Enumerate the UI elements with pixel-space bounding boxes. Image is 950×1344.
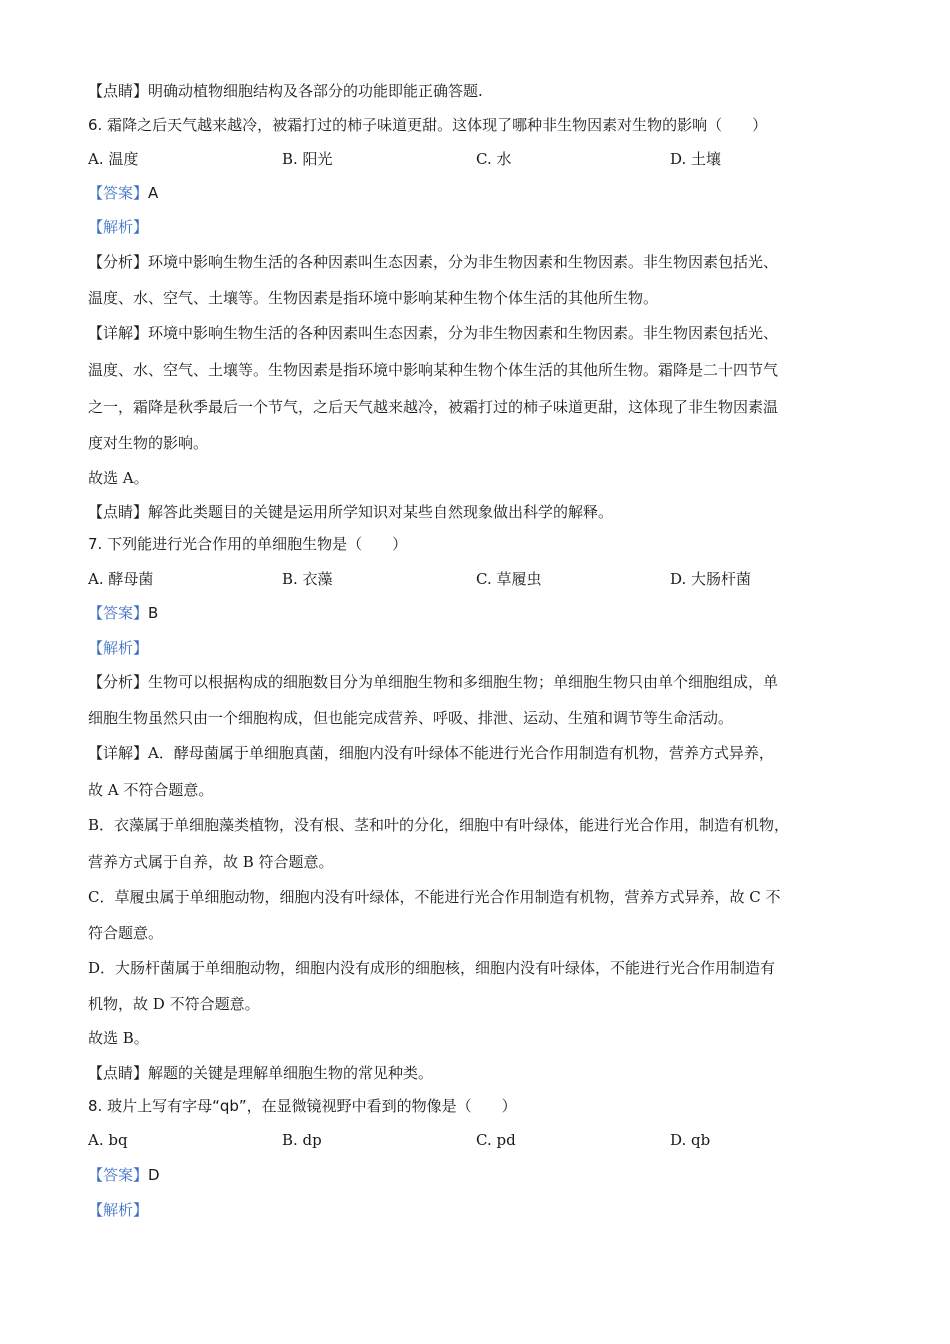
q6-option-b: B. 阳光 <box>282 150 333 168</box>
q8-option-a: A. bq <box>88 1131 128 1149</box>
q7-guxuan: 故选 B。 <box>88 1029 149 1047</box>
q8-answer <box>88 1165 160 1185</box>
q6-analysis-tag: 【解析】 <box>88 218 149 236</box>
q6-guxuan: 故选 A。 <box>88 469 149 487</box>
q6-answer <box>88 183 158 203</box>
answer-tag: 【答案】 <box>88 1166 149 1184</box>
q8-option-b: B. dp <box>282 1131 322 1149</box>
q7-xiangjie-a2: 故 A 不符合题意。 <box>88 781 214 799</box>
q8-analysis-tag: 【解析】 <box>88 1201 149 1219</box>
q7-fenxi-1: 【分析】生物可以根据构成的细胞数目分为单细胞生物和多细胞生物；单细胞生物只由单个细胞组成，单 <box>88 673 779 691</box>
q6-xiangjie-1: 【详解】环境中影响生物生活的各种因素叫生态因素，分为非生物因素和生物因素。非生物因素包括光、 <box>88 324 779 342</box>
q7-answer <box>88 603 158 623</box>
q6-fenxi-2: 温度、水、空气、土壤等。生物因素是指环境中影响某种生物个体生活的其他所生物。 <box>88 289 659 307</box>
q8-options <box>88 1130 864 1150</box>
q6-xiangjie-2: 温度、水、空气、土壤等。生物因素是指环境中影响某种生物个体生活的其他所生物。霜降是二十四节气 <box>88 361 779 379</box>
q6-fenxi-1: 【分析】环境中影响生物生活的各种因素叫生态因素，分为非生物因素和生物因素。非生物因素包括光、 <box>88 253 779 271</box>
q6-option-d: D. 土壤 <box>670 150 722 168</box>
q6-options <box>88 149 864 169</box>
q7-options <box>88 569 864 589</box>
q6-option-c: C. 水 <box>476 150 512 168</box>
q7-xiangjie-a1: 【详解】A．酵母菌属于单细胞真菌，细胞内没有叶绿体不能进行光合作用制造有机物，营养方式异养， <box>88 744 774 762</box>
answer-value: B <box>148 604 159 622</box>
q7-xiangjie-b1: B．衣藻属于单细胞藻类植物，没有根、茎和叶的分化，细胞中有叶绿体，能进行光合作用，制造有机物， <box>88 816 790 834</box>
q6-xiangjie-4: 度对生物的影响。 <box>88 434 209 452</box>
answer-tag: 【答案】 <box>88 604 149 622</box>
q8-option-d: D. qb <box>670 1131 711 1149</box>
q6-stem: 6. 霜降之后天气越来越冷，被霜打过的柿子味道更甜。这体现了哪种非生物因素对生物的影响（ ） <box>88 116 768 134</box>
q7-option-d: D. 大肠杆菌 <box>670 570 752 588</box>
q7-option-c: C. 草履虫 <box>476 570 542 588</box>
answer-value: A <box>148 184 159 202</box>
q7-xiangjie-d1: D．大肠杆菌属于单细胞动物，细胞内没有成形的细胞核，细胞内没有叶绿体，不能进行光合作用制造有 <box>88 959 776 977</box>
q7-fenxi-2: 细胞生物虽然只由一个细胞构成，但也能完成营养、呼吸、排泄、运动、生殖和调节等生命活动。 <box>88 709 734 727</box>
q7-xiangjie-c2: 符合题意。 <box>88 924 164 942</box>
q7-xiangjie-d2: 机物，故 D 不符合题意。 <box>88 995 260 1013</box>
q7-option-a: A. 酵母菌 <box>88 570 154 588</box>
q7-dianjing: 【点睛】解题的关键是理解单细胞生物的常见种类。 <box>88 1064 434 1082</box>
q7-option-b: B. 衣藻 <box>282 570 333 588</box>
q7-xiangjie-c1: C．草履虫属于单细胞动物，细胞内没有叶绿体，不能进行光合作用制造有机物，营养方式异养，故 C 不 <box>88 888 781 906</box>
answer-value: D <box>148 1166 160 1184</box>
answer-tag: 【答案】 <box>88 184 149 202</box>
q7-analysis-tag: 【解析】 <box>88 639 149 657</box>
q6-xiangjie-3: 之一，霜降是秋季最后一个节气，之后天气越来越冷，被霜打过的柿子味道更甜，这体现了非生物因素温 <box>88 398 779 416</box>
q6-dianjing: 【点睛】解答此类题目的关键是运用所学知识对某些自然现象做出科学的解释。 <box>88 503 614 521</box>
q6-option-a: A. 温度 <box>88 150 139 168</box>
q5-dianjing: 【点睛】明确动植物细胞结构及各部分的功能即能正确答题. <box>88 82 483 100</box>
q8-stem: 8. 玻片上写有字母“qb”，在显微镜视野中看到的物像是（ ） <box>88 1097 517 1115</box>
q8-option-c: C. pd <box>476 1131 516 1149</box>
q7-stem: 7. 下列能进行光合作用的单细胞生物是（ ） <box>88 535 408 553</box>
q7-xiangjie-b2: 营养方式属于自养，故 B 符合题意。 <box>88 853 334 871</box>
